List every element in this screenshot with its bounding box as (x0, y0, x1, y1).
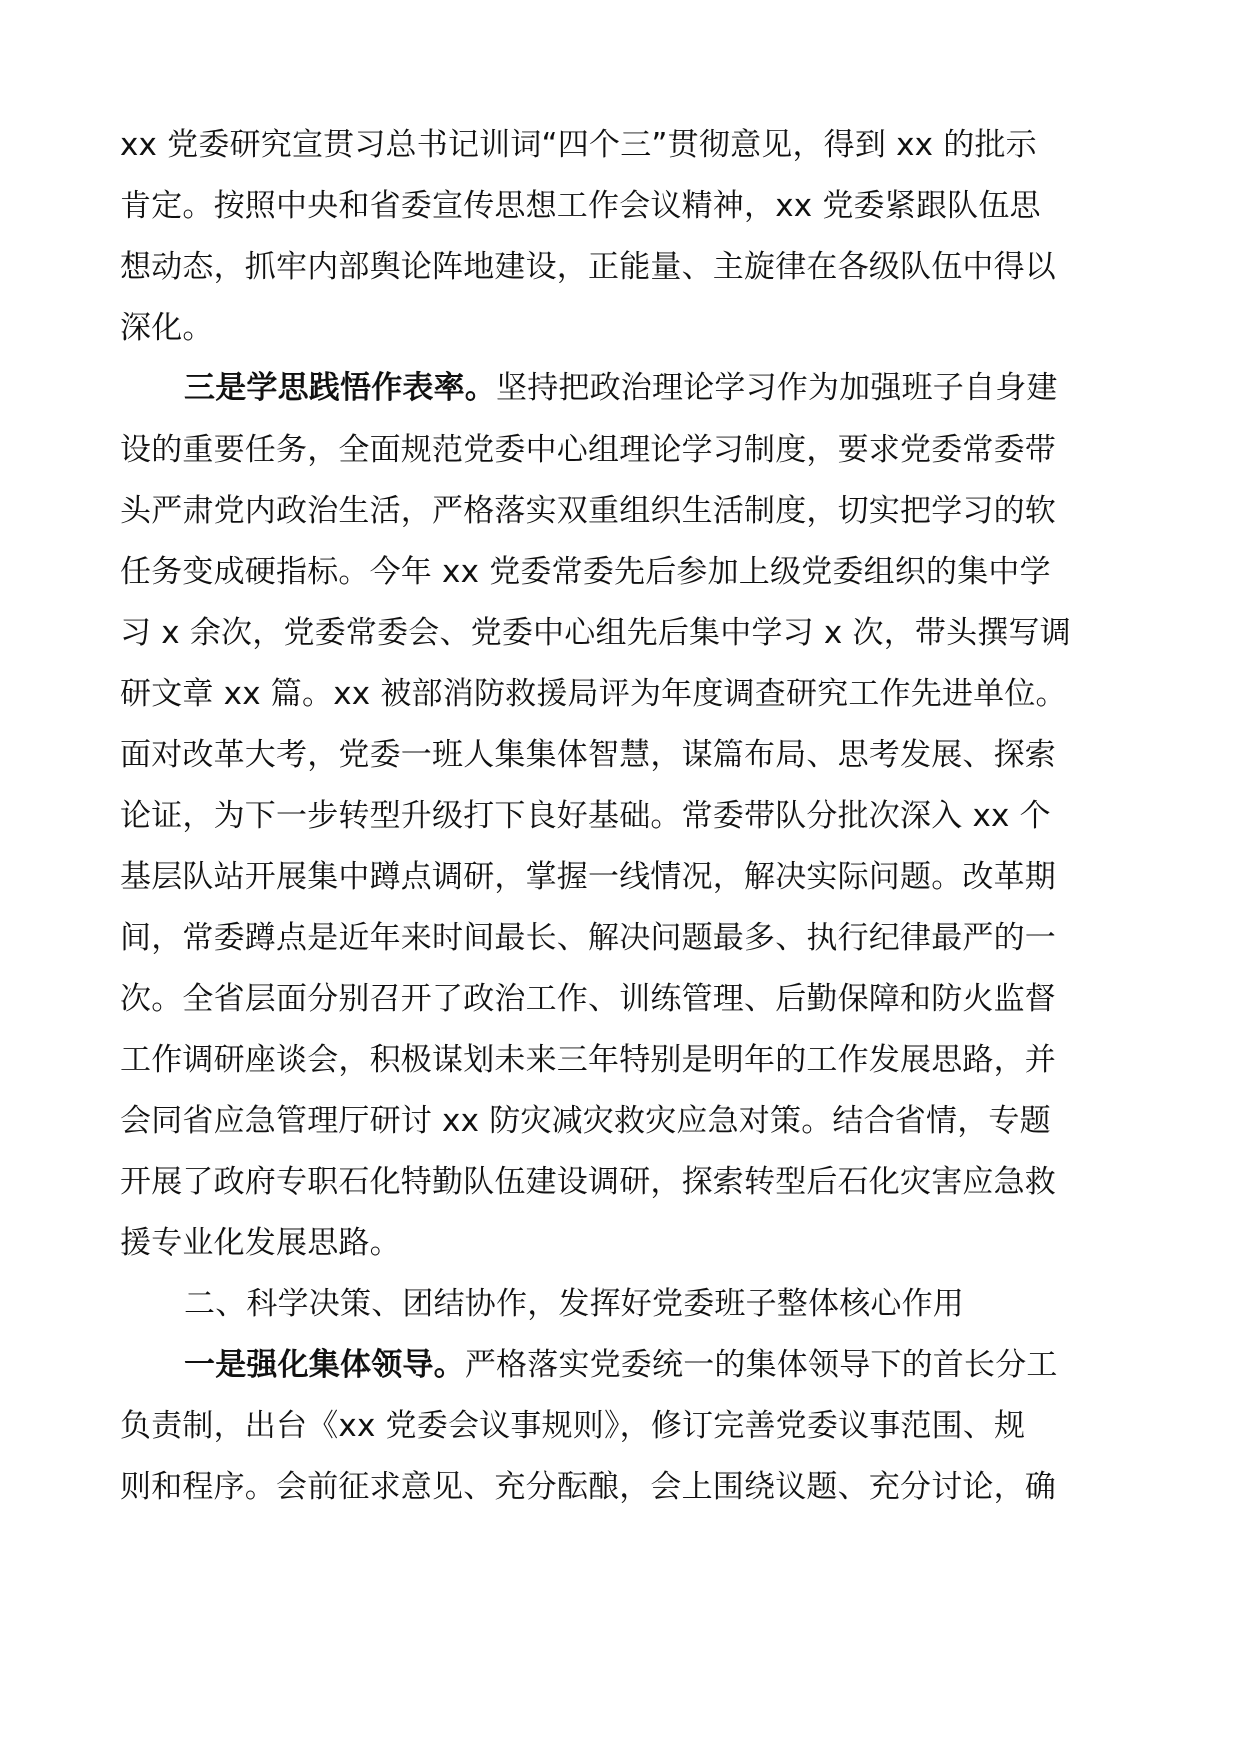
text-line: 头严肃党内政治生活，严格落实双重组织生活制度，切实把学习的软 (120, 493, 1056, 529)
text-line: 基层队站开展集中蹲点调研，掌握一线情况，解决实际问题。改革期 (120, 859, 1056, 895)
section-line: 三是学思践悟作表率。坚持把政治理论学习作为加强班子自身建 (184, 370, 1058, 406)
text-line: 则和程序。会前征求意见、充分酝酿，会上围绕议题、充分讨论，确 (120, 1469, 1056, 1505)
text-line: 工作调研座谈会，积极谋划未来三年特别是明年的工作发展思路，并 (120, 1042, 1056, 1078)
section-heading: 三是学思践悟作表率。 (184, 370, 496, 406)
text-line: 想动态，抓牢内部舆论阵地建设，正能量、主旋律在各级队伍中得以 (120, 249, 1056, 285)
text-line: 设的重要任务，全面规范党委中心组理论学习制度，要求党委常委带 (120, 432, 1056, 468)
text-line: 间，常委蹲点是近年来时间最长、解决问题最多、执行纪律最严的一 (120, 920, 1056, 956)
text-line: 面对改革大考，党委一班人集集体智慧，谋篇布局、思考发展、探索 (120, 737, 1056, 773)
text-line: 肯定。按照中央和省委宣传思想工作会议精神，xx 党委紧跟队伍思 (120, 188, 1041, 224)
text-line: 援专业化发展思路。 (120, 1225, 401, 1261)
section-heading: 一是强化集体领导。 (184, 1347, 465, 1383)
section-line: 一是强化集体领导。严格落实党委统一的集体领导下的首长分工 (184, 1347, 1058, 1383)
text-line: xx 党委研究宣贯习总书记训词“四个三”贯彻意见，得到 xx 的批示 (120, 127, 1037, 163)
text-line: 负责制，出台《xx 党委会议事规则》，修订完善党委议事范围、规 (120, 1408, 1026, 1444)
text-line: 任务变成硬指标。今年 xx 党委常委先后参加上级党委组织的集中学 (120, 554, 1051, 590)
text-line: 论证，为下一步转型升级打下良好基础。常委带队分批次深入 xx 个 (120, 798, 1051, 834)
text-line: 会同省应急管理厅研讨 xx 防灾减灾救灾应急对策。结合省情，专题 (120, 1103, 1051, 1139)
text-line: 深化。 (120, 310, 214, 346)
text-line: 次。全省层面分别召开了政治工作、训练管理、后勤保障和防火监督 (120, 981, 1056, 1017)
text-line: 习 x 余次，党委常委会、党委中心组先后集中学习 x 次，带头撰写调 (120, 615, 1071, 651)
section-heading-line: 二、科学决策、团结协作，发挥好党委班子整体核心作用 (184, 1286, 964, 1322)
text-line: 研文章 xx 篇。xx 被部消防救援局评为年度调查研究工作先进单位。 (120, 676, 1067, 712)
text-line: 开展了政府专职石化特勤队伍建设调研，探索转型后石化灾害应急救 (120, 1164, 1056, 1200)
